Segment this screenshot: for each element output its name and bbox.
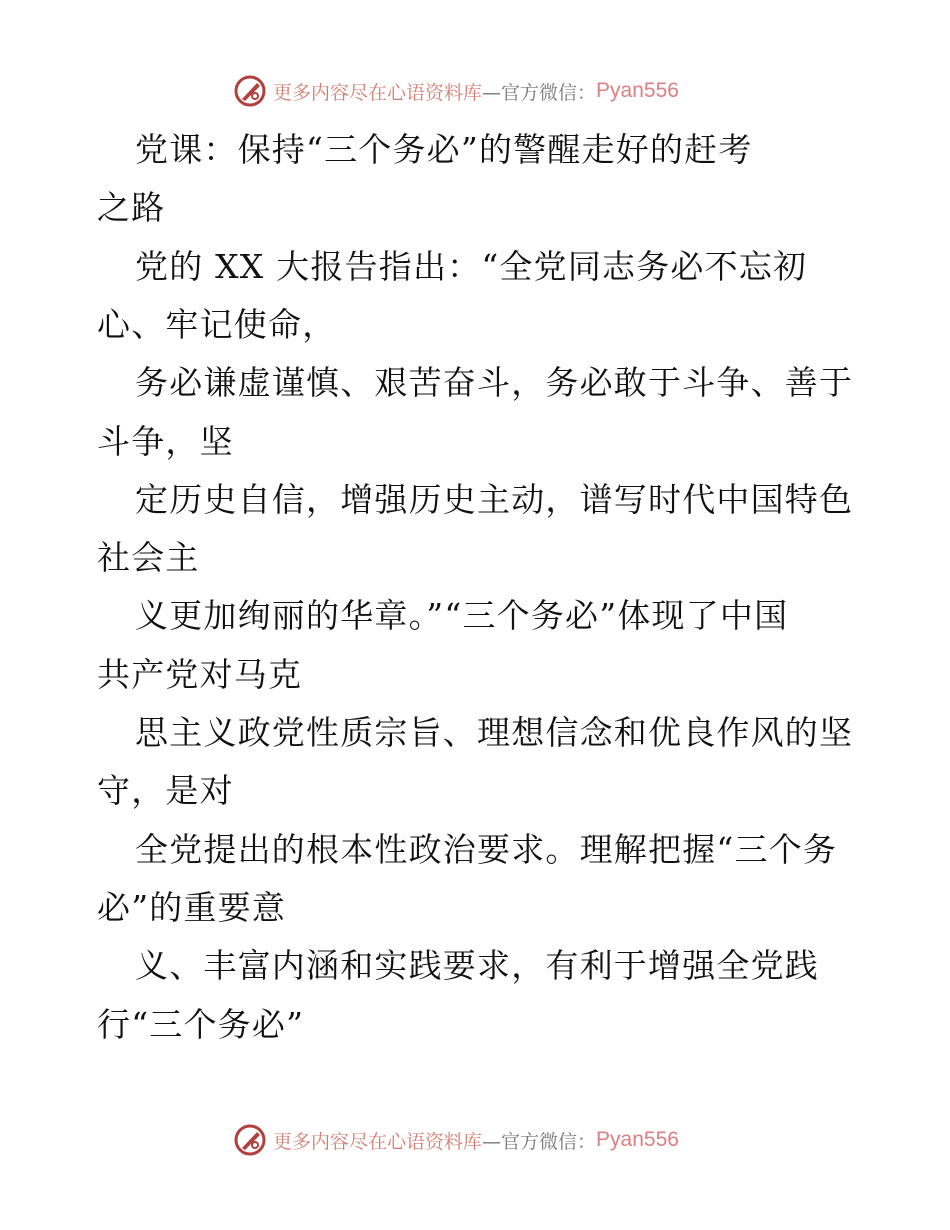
- text-line: 定历史自信，增强历史主动，谱写时代中国特色: [135, 479, 854, 519]
- text-line: 义、丰富内涵和实践要求，有利于增强全党践: [135, 946, 819, 986]
- text-line: 心、牢记使命，: [97, 304, 337, 344]
- text-line: 必”的重要意: [97, 887, 287, 927]
- text-line: 党的 XX 大报告指出：“全党同志务必不忘初: [135, 246, 808, 286]
- pen-logo-icon: [233, 74, 267, 108]
- pen-logo-icon: [233, 1123, 267, 1157]
- footer-banner: [233, 1120, 679, 1160]
- banner-site: 更多内容尽在心语资料库: [273, 1130, 483, 1153]
- banner-sep: —官方微信：: [482, 1130, 597, 1153]
- text-line: 党课：保持“三个务必”的警醒走好的赶考: [135, 130, 753, 169]
- text-line: 思主义政党性质宗旨、理想信念和优良作风的坚: [135, 713, 854, 752]
- text-line: 守，是对: [97, 771, 234, 811]
- banner-wechat: Pyan556: [596, 79, 679, 102]
- text-line: 行“三个务必”: [97, 1004, 305, 1044]
- banner-wechat: Pyan556: [596, 1128, 679, 1151]
- text-line: 之路: [97, 188, 166, 228]
- text-line: 全党提出的根本性政治要求。理解把握“三个务: [135, 829, 838, 869]
- banner-site: 更多内容尽在心语资料库: [273, 81, 483, 104]
- text-line: 斗争，坚: [97, 421, 234, 461]
- header-banner: [233, 71, 679, 111]
- banner-sep: —官方微信：: [482, 81, 597, 104]
- text-line: 义更加绚丽的华章。”“三个务必”体现了中国: [135, 596, 789, 636]
- text-line: 务必谦虚谨慎、艰苦奋斗，务必敢于斗争、善于: [135, 363, 854, 403]
- text-line: 共产党对马克: [97, 654, 303, 694]
- text-line: 社会主: [97, 538, 200, 578]
